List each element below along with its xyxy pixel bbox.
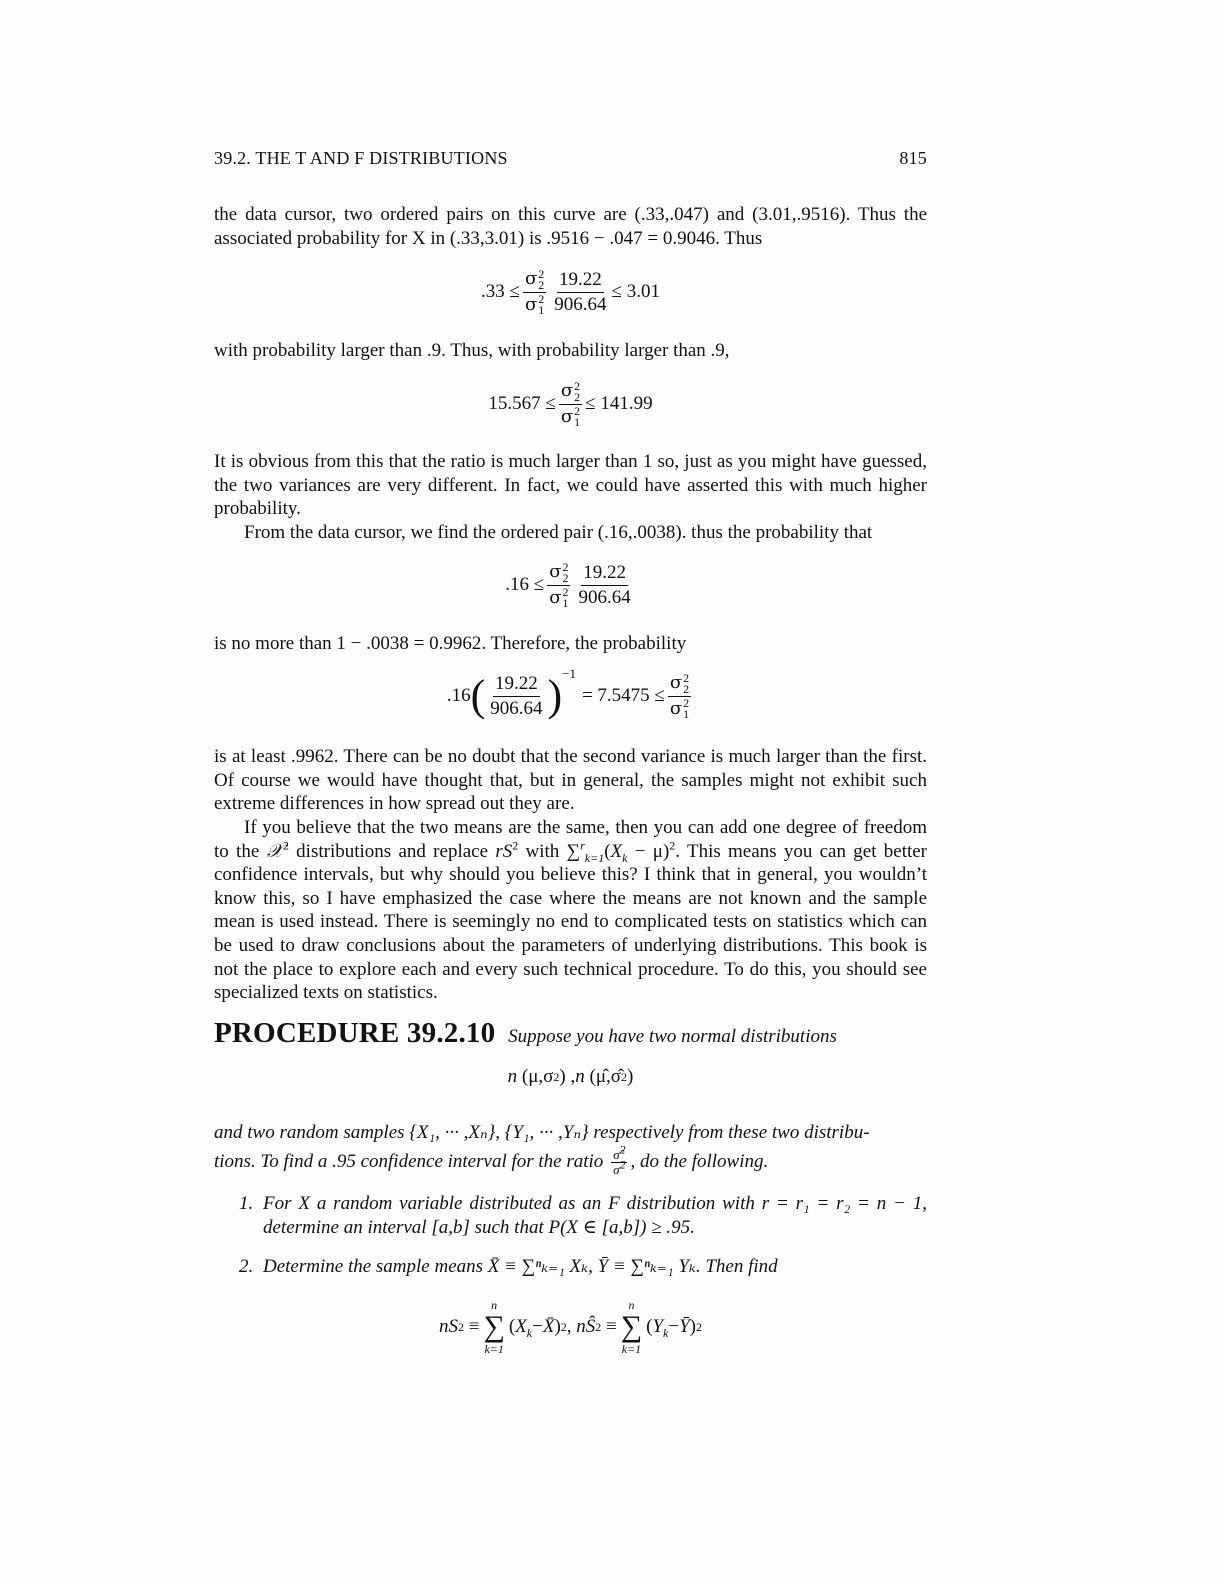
procedure-text: and two random samples {X₁, ··· ,Xₙ}, {Y₁, ··· ,Yₙ} respectively from these two distribu- tions. To find a .95 confidence interval for the ratio $\frac{\sigmâ^2}{\sigma^2}$ , do the following.	[214, 1122, 870, 1177]
paragraph-4: From the data cursor, we find the ordered pair (.16,.0038). thus the probability that	[244, 522, 873, 543]
procedure-title: PROCEDURE 39.2.10	[214, 1017, 496, 1049]
equation-2: 15.567 ≤ σ 2 2 σ 2 1 ≤ 141.99	[488, 378, 653, 430]
running-header	[214, 148, 927, 169]
equation-4: .16 ( $\frac{19.22}{906.64}$ ) $^{-1}$ = 7.5475 ≤ σ 2 2 σ 2 1	[446, 666, 690, 722]
procedure-lead: Suppose you have two normal distributions	[508, 1026, 837, 1047]
equation-sample-variance: nS 2 ≡ n ∑ k=1 ( $X_k$ − X̄ ) 2 , nŜ 2 ≡ n ∑ k=1 ( $Y_k$ − Ȳ ) 2	[439, 1298, 702, 1356]
equation-1: .33 ≤ σ 2 2 σ 2 1 $\frac{19.22}{906.64}$ ≤ 3.01	[481, 266, 660, 318]
sigma-ratio: σ 2 2 σ 2 1	[560, 378, 581, 430]
equation-3: .16 ≤ σ 2 2 σ 2 1 $\frac{19.22}{906.64}$	[505, 559, 631, 611]
paragraph-7: If you believe that the two means are the same, then you can add one degree of freedom to the 𝒳$^2$ distributions and replace $rS^2$ with $\sum^r_{k=1}(X_k - \mu)^2$. This means you can get better confidence intervals, but why should you believe this? I think that in general, you wouldn’t know this, so I have emphasized the case where the means are not known and the sample mean is used instead. There is seemingly no end to complicated tests on statistics which can be used to draw conclusions about the parameters of underlying distributions. This book is not the place to explore each and every such technical procedure. To do this, you should see specialized texts on statistics.	[214, 817, 928, 1004]
sigma-ratio: σ 2 2 σ 2 1	[549, 559, 569, 611]
paragraph-3: It is obvious from this that the ratio is much larger than 1 so, just as you might have guessed, the two variances are very different. In fact, we could have asserted this with much higher probability.	[214, 451, 927, 520]
procedure-step-2: 2. Determine the sample means X̄ ≡ ∑ⁿₖ₌₁ Xₖ, Ȳ ≡ ∑ⁿₖ₌₁ Yₖ. Then find	[239, 1256, 778, 1277]
equation-normals: n (μ,σ 2 ) , n (μ̂,σ̂ 2 )	[507, 1066, 634, 1087]
section-title: 39.2. THE T AND F DISTRIBUTIONS	[214, 148, 508, 168]
paragraph-2: with probability larger than .9. Thus, with probability larger than .9,	[214, 340, 730, 361]
numeric-ratio: $\frac{19.22}{906.64}$	[490, 672, 543, 719]
sigma-ratio: σ 2 2 σ 2 1	[524, 266, 545, 318]
paragraph-6: is at least .9962. There can be no doubt that the second variance is much larger than the first. Of course we would have thought that, but in general, the samples might not exhibit such extreme differences in how spread out they are.	[214, 746, 927, 815]
procedure-step-1: 1. For X a random variable distributed as an F distribution with r = r₁ = r₂ = n − 1, determine an interval [a,b] such that P(X ∈ [a,b]) ≥ .95.	[239, 1193, 927, 1238]
sigma-ratio: σ 2 2 σ 2 1	[669, 670, 690, 722]
page-number: 815	[899, 148, 927, 168]
numeric-ratio: $\frac{19.22}{906.64}$	[554, 268, 607, 315]
numeric-ratio: $\frac{19.22}{906.64}$	[578, 561, 631, 608]
procedure-heading	[214, 1017, 927, 1050]
paragraph-5: is no more than 1 − .0038 = 0.9962. Therefore, the probability	[214, 633, 687, 654]
paragraph-1: the data cursor, two ordered pairs on this curve are (.33,.047) and (3.01,.9516). Thus the associated probability for X in (.33,3.01) is .9516 − .047 = 0.9046. Thus	[214, 204, 927, 249]
